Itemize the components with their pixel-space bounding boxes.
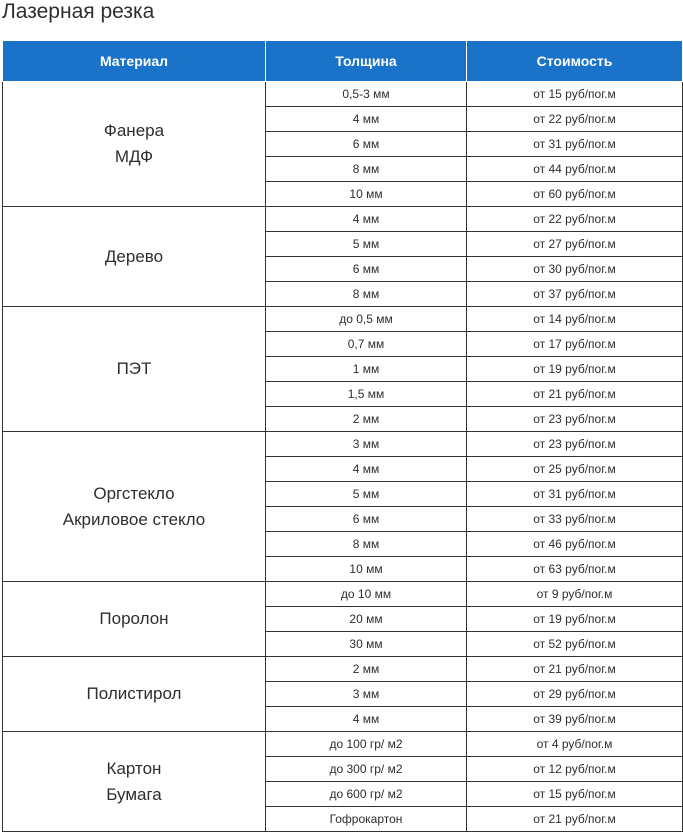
material-name: Дерево	[104, 246, 164, 266]
price-cell: от 14 руб/пог.м	[467, 307, 683, 332]
table-row	[3, 432, 683, 457]
thickness-cell: 0,5-3 мм	[266, 82, 467, 107]
price-table	[2, 40, 683, 832]
price-cell: от 15 руб/пог.м	[467, 782, 683, 807]
price-cell: от 22 руб/пог.м	[467, 107, 683, 132]
price-cell: от 15 руб/пог.м	[467, 82, 683, 107]
table-header-row	[3, 41, 683, 82]
thickness-cell: 10 мм	[266, 182, 467, 207]
thickness-cell: 2 мм	[266, 657, 467, 682]
header-material: Материал	[3, 41, 266, 82]
page-title: Лазерная резка	[2, 0, 155, 23]
material-name: Акриловое стекло	[62, 509, 206, 529]
material-name: Фанера	[103, 121, 165, 140]
material-cell	[3, 657, 266, 732]
price-cell: от 9 руб/пог.м	[467, 582, 683, 607]
price-cell: от 33 руб/пог.м	[467, 507, 683, 532]
thickness-cell: 10 мм	[266, 557, 467, 582]
price-cell: от 4 руб/пог.м	[467, 732, 683, 757]
price-cell: от 52 руб/пог.м	[467, 632, 683, 657]
material-name: Оргстекло	[93, 483, 175, 503]
table-row	[3, 732, 683, 757]
price-cell: от 63 руб/пог.м	[467, 557, 683, 582]
material-cell	[3, 432, 266, 582]
table-row	[3, 582, 683, 607]
price-cell: от 22 руб/пог.м	[467, 207, 683, 232]
material-cell	[3, 207, 266, 307]
thickness-cell: 6 мм	[266, 132, 467, 157]
material-cell	[3, 582, 266, 657]
price-cell: от 25 руб/пог.м	[467, 457, 683, 482]
price-cell: от 39 руб/пог.м	[467, 707, 683, 732]
table-body	[3, 82, 683, 832]
thickness-cell: до 0,5 мм	[266, 307, 467, 332]
thickness-cell: 5 мм	[266, 482, 467, 507]
price-cell: от 17 руб/пог.м	[467, 332, 683, 357]
material-cell	[3, 307, 266, 432]
material-name: Полистирол	[86, 684, 182, 703]
thickness-cell: до 10 мм	[266, 582, 467, 607]
thickness-cell: 8 мм	[266, 157, 467, 182]
thickness-cell: 3 мм	[266, 432, 467, 457]
price-cell: от 27 руб/пог.м	[467, 232, 683, 257]
price-cell: от 21 руб/пог.м	[467, 807, 683, 832]
price-cell: от 12 руб/пог.м	[467, 757, 683, 782]
price-cell: от 23 руб/пог.м	[467, 432, 683, 457]
thickness-cell: 1,5 мм	[266, 382, 467, 407]
thickness-cell: 4 мм	[266, 457, 467, 482]
price-cell: от 30 руб/пог.м	[467, 257, 683, 282]
thickness-cell: до 300 гр/ м2	[266, 757, 467, 782]
thickness-cell: 1 мм	[266, 357, 467, 382]
price-cell: от 29 руб/пог.м	[467, 682, 683, 707]
thickness-cell: 6 мм	[266, 507, 467, 532]
material-name: Поролон	[99, 609, 169, 628]
price-cell: от 19 руб/пог.м	[467, 357, 683, 382]
price-cell: от 60 руб/пог.м	[467, 182, 683, 207]
table-row	[3, 207, 683, 232]
material-name: Бумага	[106, 784, 162, 804]
thickness-cell: 8 мм	[266, 532, 467, 557]
thickness-cell: 20 мм	[266, 607, 467, 632]
material-cell	[3, 82, 266, 207]
table-row	[3, 82, 683, 107]
material-name: МДФ	[114, 147, 154, 166]
price-cell: от 44 руб/пог.м	[467, 157, 683, 182]
table-row	[3, 657, 683, 682]
price-cell: от 21 руб/пог.м	[467, 382, 683, 407]
price-cell: от 23 руб/пог.м	[467, 407, 683, 432]
thickness-cell: 0,7 мм	[266, 332, 467, 357]
thickness-cell: 4 мм	[266, 707, 467, 732]
header-price: Стоимость	[467, 41, 683, 82]
thickness-cell: 3 мм	[266, 682, 467, 707]
thickness-cell: 5 мм	[266, 232, 467, 257]
thickness-cell: 6 мм	[266, 257, 467, 282]
price-cell: от 37 руб/пог.м	[467, 282, 683, 307]
price-cell: от 46 руб/пог.м	[467, 532, 683, 557]
material-name: ПЭТ	[116, 359, 152, 378]
header-thickness: Толщина	[266, 41, 467, 82]
price-cell: от 21 руб/пог.м	[467, 657, 683, 682]
thickness-cell: 2 мм	[266, 407, 467, 432]
material-cell	[3, 732, 266, 832]
thickness-cell: Гофрокартон	[266, 807, 467, 832]
thickness-cell: 30 мм	[266, 632, 467, 657]
table-row	[3, 307, 683, 332]
material-name: Картон	[106, 758, 162, 778]
price-cell: от 31 руб/пог.м	[467, 132, 683, 157]
price-cell: от 31 руб/пог.м	[467, 482, 683, 507]
price-cell: от 19 руб/пог.м	[467, 607, 683, 632]
thickness-cell: 4 мм	[266, 207, 467, 232]
thickness-cell: до 600 гр/ м2	[266, 782, 467, 807]
thickness-cell: 8 мм	[266, 282, 467, 307]
thickness-cell: до 100 гр/ м2	[266, 732, 467, 757]
thickness-cell: 4 мм	[266, 107, 467, 132]
